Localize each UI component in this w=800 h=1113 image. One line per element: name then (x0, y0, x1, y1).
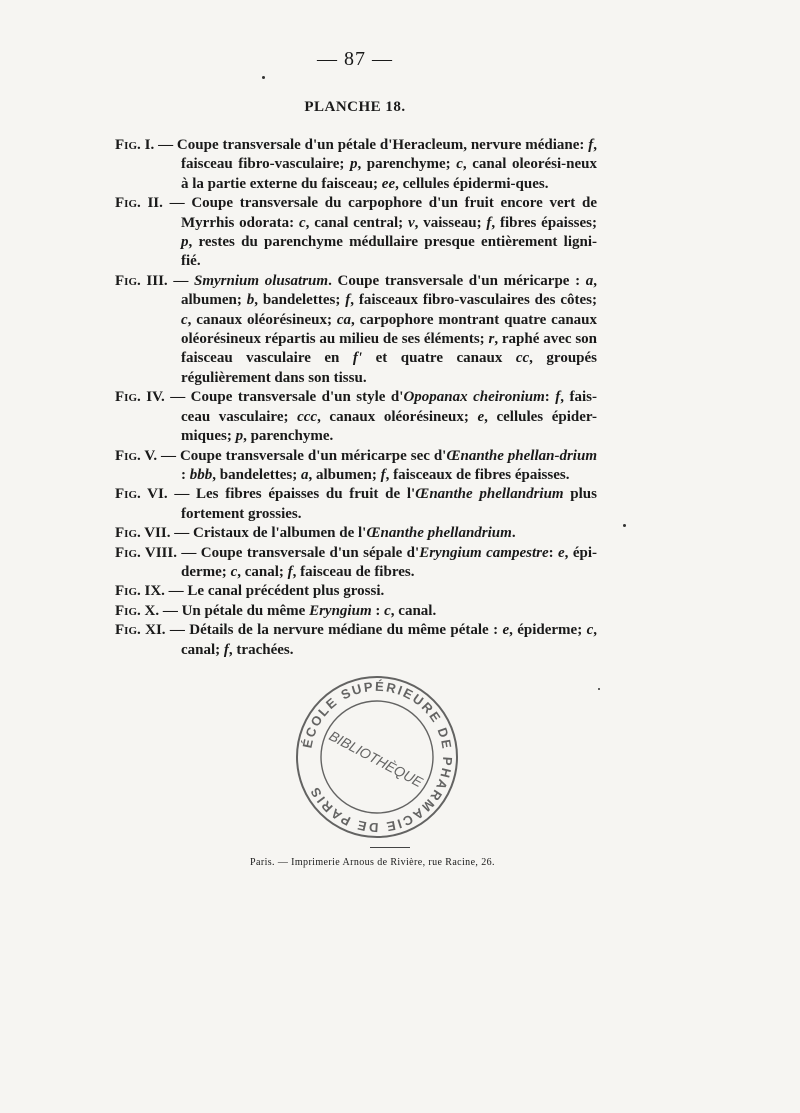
legend-text: — Coupe transversale d'un sépale d' (176, 544, 420, 561)
italic-term: f (223, 641, 229, 658)
legend-text: , canal; (181, 622, 597, 658)
italic-term: v (407, 214, 415, 231)
italic-term: c (586, 622, 594, 639)
italic-term: Œnanthe phellan-drium (446, 447, 597, 464)
paper-speck (598, 688, 600, 690)
figure-label: Fig. V. (115, 447, 158, 464)
italic-term: c (298, 214, 306, 231)
italic-term: Œnanthe phellandrium (366, 525, 512, 542)
figure-label: Fig. X. (115, 602, 160, 619)
legend-text: — Les fibres épaisses du fruit de l' (167, 486, 416, 503)
legend-text: : (371, 602, 385, 619)
italic-term: Opopanax cheironium (403, 389, 545, 406)
italic-term: Eryngium campestre (419, 544, 549, 561)
italic-term: Œnanthe phellandrium (415, 486, 564, 503)
italic-term: Smyrnium olusatrum (194, 272, 329, 289)
figure-legend-list (115, 136, 597, 660)
paper-speck (623, 524, 626, 527)
legend-text: , trachées. (228, 641, 294, 658)
legend-text: — Coupe transversale d'un méricarpe sec d' (157, 447, 447, 464)
legend-text: , cellules épidermi-ques. (395, 175, 549, 192)
legend-text: , faisceau de fibres. (292, 563, 415, 580)
italic-term: r (488, 331, 495, 348)
italic-term: ccc (297, 408, 318, 425)
italic-term: e (502, 622, 510, 639)
legend-text: , bandelettes; (254, 292, 346, 309)
figure-entry (115, 602, 597, 621)
legend-text: , parenchyme; (357, 156, 457, 173)
figure-label: Fig. II. (115, 195, 163, 212)
figure-entry (115, 485, 597, 524)
figure-entry (115, 524, 597, 543)
italic-term: c (384, 602, 391, 619)
legend-text: , canal; (237, 563, 288, 580)
italic-term: e (558, 544, 565, 561)
legend-text: , albumen; (181, 272, 598, 309)
legend-text: , faisceaux de fibres épaisses. (385, 466, 570, 483)
legend-text: , canaux oléorésineux; (317, 408, 478, 425)
legend-text: . Coupe transversale d'un méricarpe : (328, 272, 586, 289)
legend-text: : (181, 466, 190, 483)
italic-term: c (181, 311, 188, 328)
italic-term: b (246, 292, 255, 309)
italic-term: a (301, 466, 309, 483)
italic-term: f' (352, 350, 363, 367)
legend-text: — Coupe transversale d'un pétale d'Heracleum, nervure médiane: (154, 137, 589, 153)
legend-text: , canal central; (305, 214, 408, 231)
figure-label: Fig. III. (115, 272, 168, 289)
figure-entry (115, 272, 597, 388)
legend-text: , raphé avec son faisceau vasculaire en (181, 331, 597, 367)
italic-term: f (588, 137, 594, 153)
footer-rule (370, 847, 410, 848)
italic-term: ee (381, 175, 396, 192)
figure-entry (115, 447, 597, 486)
legend-text: , bandelettes; (212, 466, 301, 483)
legend-text: : (548, 544, 558, 561)
figure-entry (115, 388, 597, 446)
legend-text: — Coupe transversale du carpophore d'un fruit encore vert de Myrrhis odorata: (162, 195, 598, 231)
italic-term: p (181, 234, 189, 251)
italic-term: c (456, 156, 463, 173)
legend-text: : (544, 389, 556, 406)
legend-text: , vaisseau; (414, 214, 487, 231)
figure-label: Fig. VI. (115, 486, 168, 503)
stamp-outer-text: ÉCOLE SUPÉRIEURE DE PHARMACIE DE PARIS (299, 678, 456, 836)
figure-entry (115, 582, 597, 601)
legend-text: , carpophore montrant quatre canaux oléorésineux répartis au milieu de ses éléments; (181, 311, 598, 348)
page-number: — 87 — (317, 48, 393, 70)
italic-term: bbb (189, 466, 213, 483)
legend-text: , faisceaux fibro-vasculaires des côtes; (350, 292, 597, 309)
legend-text: — Cristaux de l'albumen de l' (170, 525, 367, 542)
legend-text: , restes du parenchyme médullaire presque entièrement ligni-fié. (181, 234, 597, 270)
figure-label: Fig. VII. (115, 525, 171, 542)
legend-text: , fibres épaisses; (491, 214, 597, 231)
italic-term: ca (336, 311, 352, 328)
italic-term: cc (515, 350, 530, 367)
legend-text: , canaux oléorésineux; (187, 311, 337, 328)
figure-label: Fig. XI. (115, 622, 166, 639)
italic-term: p (235, 428, 244, 445)
figure-label: Fig. IV. (115, 389, 165, 406)
stamp-inner-text: BIBLIOTHÈQUE (326, 727, 426, 791)
legend-text: , fais-ceau vasculaire; (181, 389, 597, 425)
figure-entry (115, 621, 597, 660)
library-stamp (292, 672, 462, 842)
printer-imprint: Paris. — Imprimerie Arnous de Rivière, rue Racine, 26. (250, 857, 495, 868)
italic-term: f (345, 292, 351, 309)
legend-text: — Un pétale du même (159, 602, 310, 619)
italic-term: f (555, 389, 561, 406)
legend-text: plus fortement grossies. (181, 486, 597, 522)
legend-text: , groupés régulièrement dans son tissu. (181, 350, 597, 386)
italic-term: p (349, 156, 358, 173)
legend-text: , cellules épider-miques; (181, 408, 597, 445)
legend-text: , canal. (390, 602, 437, 619)
legend-text: , faisceau fibro-vasculaire; (181, 137, 597, 173)
figure-label: Fig. VIII. (115, 544, 177, 561)
paper-speck (262, 76, 265, 79)
italic-term: e (477, 408, 485, 425)
legend-text: — (167, 272, 195, 289)
italic-term: f (486, 214, 492, 231)
plate-title: PLANCHE 18. (304, 99, 406, 115)
legend-text: et quatre canaux (362, 350, 516, 367)
italic-term: f (380, 466, 386, 483)
italic-term: f (287, 563, 293, 580)
legend-text: , épi-derme; (181, 544, 597, 580)
legend-text: , canal oleorési-neux à la partie externe du faisceau; (181, 156, 597, 192)
legend-text: — Détails de la nervure médiane du même pétale : (165, 622, 503, 639)
figure-label: Fig. I. (115, 137, 155, 153)
figure-entry (115, 194, 597, 272)
italic-term: Eryngium (309, 602, 372, 619)
legend-text: — Le canal précédent plus grossi. (164, 583, 385, 600)
figure-entry (115, 544, 597, 583)
legend-text: , épiderme; (509, 622, 587, 639)
legend-text: , parenchyme. (243, 428, 334, 445)
legend-text: , albumen; (308, 466, 381, 483)
legend-text: — Coupe transversale d'un style d' (164, 389, 404, 406)
italic-term: c (230, 563, 238, 580)
figure-entry (115, 136, 597, 194)
figure-label: Fig. IX. (115, 583, 165, 600)
legend-text: . (511, 525, 516, 542)
italic-term: a (585, 272, 594, 289)
